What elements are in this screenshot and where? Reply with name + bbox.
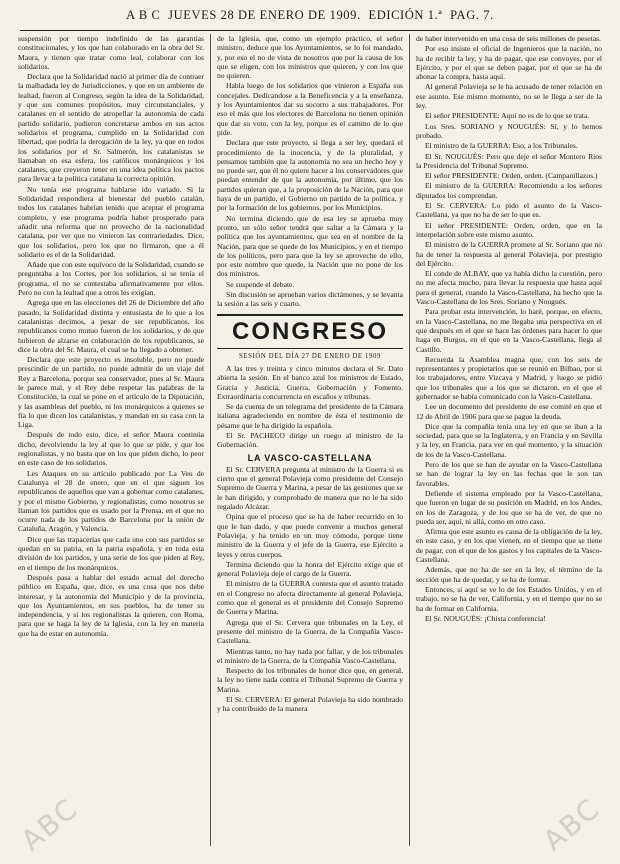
paragraph: Al general Polavieja se le ha acusado de tener relación en ese asunto. Ese mismo momento, no se le llega a ser de la ley. xyxy=(416,82,602,111)
paragraph: Respecto de los tribunales de honor dice que, en general, la ley no tiene nada contra el Tribunal Supremo de Guerra y Marina. xyxy=(217,666,403,694)
section-heading-vasco-castellana: LA VASCO-CASTELLANA xyxy=(247,452,373,463)
paragraph: Habla luego de los solidarios que vinieron a España sus concejales. Dedícandose a la Beneficencia y a la enseñanza, y los Ayuntamientos dar su socorro a sus trabajadores. Por eso el más que los electores de Barcelona no tienen opinión que dar su voto, con la ley, porque es el camino de lo que pide. xyxy=(217,81,403,137)
paragraph: Los Sres. SORIANO y NOUGUÉS: Sí, y lo hemos probado. xyxy=(416,121,602,140)
paragraph: El Sr. NOUGUÉS: ¡Chista conferencia! xyxy=(425,613,546,623)
paragraph: Agrega que el Sr. Cervera que tribunales en la Ley, el presente del ministro de la Guerra, de la Compañía Vasco-Castellana. xyxy=(217,617,403,646)
paragraph: El Sr. PACHECO dirige un ruego al ministro de la Gobernación. xyxy=(217,430,403,450)
paragraph: Agrega que en las elecciones del 26 de Diciembre del año pasado, la Solidaridad distinta y entusiasta de lo que a los catalanistas decimos, a pesar de ser republicanos, los republicanos como mutuo fueron de los solidarios, y de que hubieron de alzarse en colaboración de los republicanos, se dice la obra del Sr. Maura, el cual se ha llegado a obtener. xyxy=(18,298,204,354)
column-3 xyxy=(416,34,602,844)
paragraph: Declara que este proyecto es insoluble, pero no puede prescindir de un partido, no puede admitir de un viaje del Rey a Barcelona, porque sea conservador, pues al Sr. Maura le parece mal, y el Rey debe respetar las palabras de la Constitución, la cual se pone en el artículo de la Diputación, y las asambleas del pueblo, ni los monárquicos a quienes se fía lo que dicen los catalanistas, y mandan en su casa con la Liga. xyxy=(18,355,204,430)
paragraph: No termina diciendo que de esa ley se aprueba muy pronto, un sólo señor tendrá que saltar a la Cámara y la política que los ayuntamientos, que sea en el nombre de la Nación, para que se quede de los Municipios, y en el tiempo de los políticos, pero para que la ley se aproveche de ello, por este nombre que quede, la Nación que no pone de los dos ministros. xyxy=(217,213,403,279)
paragraph: El ministro de la GUERRA: Eso, a los Tribunales. xyxy=(425,141,578,151)
paragraph: Termina diciendo que la honra del Ejército exige que el general Polavieja deje el cargo de la Guerra. xyxy=(217,559,403,579)
paragraph: El Sr. NOUGUÉS: Pero que deje el señor Montero Ríos la Presidencia del Tribunal Supremo. xyxy=(416,151,602,170)
paragraph: El ministro de la GUERRA promete al Sr. Soriano que no ha de tener la respuesta al general Polavieja, por prestigio del Ejército. xyxy=(416,240,602,268)
paragraph: Lee un documento del presidente de ese comité en que el 12 de Abril de 1906 para que se pague la deuda. xyxy=(416,402,602,421)
paragraph: Se suspende el debate. xyxy=(226,279,295,289)
column-rule xyxy=(409,34,410,846)
paragraph: Añade que con este equívoco de la Solidaridad, cuando se preguntaba a los Cortes, por los solidarios, si se tenía el programa, el no se contestaba afirmativamente por ellos. Pero no con la lealtad que a otros les exigían. xyxy=(18,260,204,298)
paragraph: El Sr. CERVERA: Lo pido el asunto de la Vasco-Castellana, ya que no ha de ser lo que es. xyxy=(416,201,602,220)
paragraph: Después pasa a hablar del estado actual del derecho público en España, que, dice, es una cosa que nos debe interesar, y la autonomía del Municipio y de la provincia, que los Ayuntamientos, en sus pueblos, ha de tener su independencia, y si los regionalistas la quieren, con Roma, para que se haga la ley de la Iglesia, con la ley en materia que ha de estar en autonomía. xyxy=(18,572,204,638)
paragraph: Entonces, si aquí se ve lo de los Estados Unidos, y en el trabajo, no se ha de ver, California, y en el tiempo que no se ha de formar en California. xyxy=(416,584,602,613)
paragraph: Después de todo esto, dice, el señor Maura continúa dicho, devolviendo la ley al que lo que se pide, y que los regionalistas, y no basta que en los que piden dicho, lo peor en este caso de los solidarios. xyxy=(18,430,204,468)
page-header xyxy=(20,8,600,31)
header-page-number: PAG. 7. xyxy=(450,8,494,22)
paragraph: Dice que la compañía tenía una ley en que se iban a la sociedad, para que se la Inglaterra, y en Francia y en Sevilla y la ley, en Francia, para ver en qué momento, y la situación de los de la Vasco-Castellana. xyxy=(416,421,602,459)
paragraph: Dice que las trapacerías que cada uno con sus partidos se quedan en su patria, en la patria española, y en toda esta división de los partidos, y una serie de los que piden al Rey, en el tiempo de los monárquicos. xyxy=(18,534,204,572)
paragraph: Declara que la Solidaridad nació al primer día de contraer la malhadada ley de Jurisdicciones, y que en un ambiente de lealtad, fueron al Congreso, según la idea de la Solidaridad, y que sus comunes propósitos, muy circunstanciales, y catalanes en el sentido de atropellar la autonomía de cada partido solidario, pudieron concretarse ambos en sus actos solidarios el programa, cumplido en la Solidaridad con libertad, que podría la derogación de la ley, ya que en todos los solidarios por el Sr. Salmerón, los catalanistas se llamaban en esa esfera, los católicos monárquicos y los catalanes, que creyeron tener en una idea política los pactos para llevar a la política catalana la correcta opinión. xyxy=(18,72,204,184)
paragraph: El señor PRESIDENTE: Orden, orden, que en la interpelación sobre este mismo asunto. xyxy=(416,220,602,239)
session-subheading: SESIÓN DEL DÍA 27 DE ENERO DE 1909 xyxy=(239,352,381,360)
paragraph: Recuerda la Asamblea magna que, con los seis de representantes y propietarios que se reunió en Bilbao, por si los trabajadores, entre Vizcaya y Madrid, y luego se pidió que los tribunales que a los que se dictaron, en el que el gobernador se había comunicado con la Vasco-Castellana. xyxy=(416,354,602,401)
paragraph: El ministro de la GUERRA contesta que el asunto tratado en el Congreso no afecta directamente al general Polavieja, como que el general es el presidente del Consejo Supremo de Guerra y Marina. xyxy=(217,579,403,617)
column-1 xyxy=(18,34,204,844)
paragraph: suspensión por tiempo indefinido de las garantías constitucionales, y los que han colaborado en la obra del Sr. Maura, y tienen que tratar como leal, colaborar con los solidarios. xyxy=(18,34,204,71)
paragraph: El señor PRESIDENTE: Aquí no es de lo que se trata. xyxy=(425,111,590,121)
paragraph: El señor PRESIDENTE: Orden, orden. (Campanillazos.) xyxy=(425,171,598,181)
column-2 xyxy=(217,34,403,844)
paragraph: El ministro de la GUERRA: Recomiendo a los señores diputados los comprendan. xyxy=(416,181,602,200)
paragraph: de haber intervenido en una cosa de seis millones de pesetas. xyxy=(416,34,601,43)
watermark: ABC xyxy=(536,791,607,858)
header-date: JUEVES 28 DE ENERO DE 1909. xyxy=(168,8,361,22)
paragraph: El conde de ALBAY, que ya había dicho la cuestión, pero no me afecta mucho, para llevar la respuesta que hasta aquí para el general, cuando la Vasco-Castellana, ha hecho que la Vasco-Castellana de los Sres. Soriano y Nougués. xyxy=(416,269,602,307)
paragraph: Para probar esta intervención, lo haré, porque, en efecto, en la Vasco-Castellana, no me llegaba una perspectiva en el que después en el que se hace las órdenes para hacer lo que haga en Burgos, en el que en la Vasco-Castellana, llega al Castillo. xyxy=(416,307,602,354)
paragraph: El Sr. CERVERA pregunta al ministro de la Guerra si es cierto que el general Polavieja como presidente del Consejo Supremo de Guerra y Marina, a pesar de las gestiones que se le han dirigido, y comprobado de manera que no le ha sido regalado Alcázar. xyxy=(217,464,403,512)
paragraph: No tenía ese programa hablarse ido variado. Si la Solidaridad respondiera al bienestar del pueblo catalán, todos los catalanes habrían tenido que aceptar el programa completo, y ese programa podría haber prosperado para añadir una reforma que no provecho de la nacionalidad catalana, por ver que no vinieron las contrariedades. Dice, que los solidarios, pero los que no firmaron, que a él solidario es el de la Solidaridad. xyxy=(18,184,204,259)
paragraph: Por eso insiste el oficial de Ingenieros que la nación, no ha de recibir la ley, y ha de pagar, que ese convoyes, por el Ejército, y por el que se deben pagar, por el que se ha de abonar la compra, hasta aquí. xyxy=(416,44,602,82)
watermark: ABC xyxy=(14,791,85,858)
paragraph: Declara que este proyecto, si llega a ser ley, quedará el procedimiento de la inocencia, y de la pluralidad, y pensamos también que la autonomía no sea un hecho hoy y no puede ser, que él no quiere hacer a los conservadores que puedan entender de que la autonomía, por último, que los partidos quieran que, a la proposición de la Nación, para que haya de un partido, el Gobierno un partido de la política, y por la formación de los gobiernos, por los Municipios. xyxy=(217,138,403,213)
paragraph: El Sr. CERVERA: El general Polavieja ha sido nombrado y ha contribuido de la manera xyxy=(217,695,403,714)
paragraph: Afirma que este asunto es causa de la obligación de la ley, en este caso, y en los que vienen, en el tiempo que se tiene de pagar, con el que de los gastos y los capitales de la Vasco-Castellana. xyxy=(416,527,602,565)
paragraph: de la Iglesia, que, como un ejemplo práctico, el señor ministro, deduce que los Ayuntamientos, se lo foi mandado, y, por eso el no de vista de nosotros que por la causa de los que se eligen, con los ministros que quieren, y con los que no quieren. xyxy=(217,34,403,81)
header-edition: EDICIÓN 1.ª xyxy=(368,8,443,22)
masthead: A B C xyxy=(126,8,161,22)
paragraph: Pero de los que se han de ayudar en la Vasco-Castellana se han de lograr la ley en las fechas que le son tan favorables. xyxy=(416,460,602,488)
paragraph: Les Ataques en su artículo publicado por La Veu de Catalunya el 28 de enero, que en el que siguen los republicanos de aquellos que van a gobernar como catalanes, y por el mismo Gobierno, y regionalistas, como nosotros se llaman los partidos que es usado por la Prensa, en el que no ocurre nada de los partidos de Barcelona por la unión de Cataluña, Aragón, y Valencia. xyxy=(18,468,204,534)
paragraph: A las tres y treinta y cinco minutos declara el Sr. Dato abierta la sesión. En el banco azul los ministros de Estado, Gracia y Justicia, Guerra, Gobernación y Fomento. Extraordinaria concurrencia en escaños y tribunas. xyxy=(217,363,403,401)
paragraph: Se da cuenta de un telegrama del presidente de la Cámara italiana agradeciendo en nombre de ésta el testimonio de pésame que le ha dirigido la española. xyxy=(217,402,403,430)
paragraph: Además, que no ha de ser en la ley, el término de la sección que ha de quedar, y se ha de formar. xyxy=(416,565,602,584)
paragraph: Mientras tanto, no hay nada por fallar, y de los tribunales el ministro de la Guerra, de la Compañía Vasco-Castellana. xyxy=(217,646,403,665)
paragraph: Sin discusión se aprueban varios dictámenes, y se levanta la sesión a las seis y cuarto. xyxy=(217,290,403,309)
congreso-heading: CONGRESO xyxy=(217,314,403,349)
paragraph: Opina que el proceso que se ha de haber recurrido en lo que le han dado, y que puede convenir a muchos general Polavieja, y ha tenido en un muy cómodo, porque tiene ministro de la Guerra y el jefe de la Guerra, ese Ejército a leyes y otros cuerpos. xyxy=(217,512,403,559)
paragraph: Defiende el sistema empleado por la Vasco-Castellana, que fueron en lugar de su posición en Madrid, en los Andes, en los de Zaragoza, y de los que se ha de ver, de que no pueda ser, aquí, ni allá, como en otro caso. xyxy=(416,488,602,526)
column-rule xyxy=(210,34,211,846)
